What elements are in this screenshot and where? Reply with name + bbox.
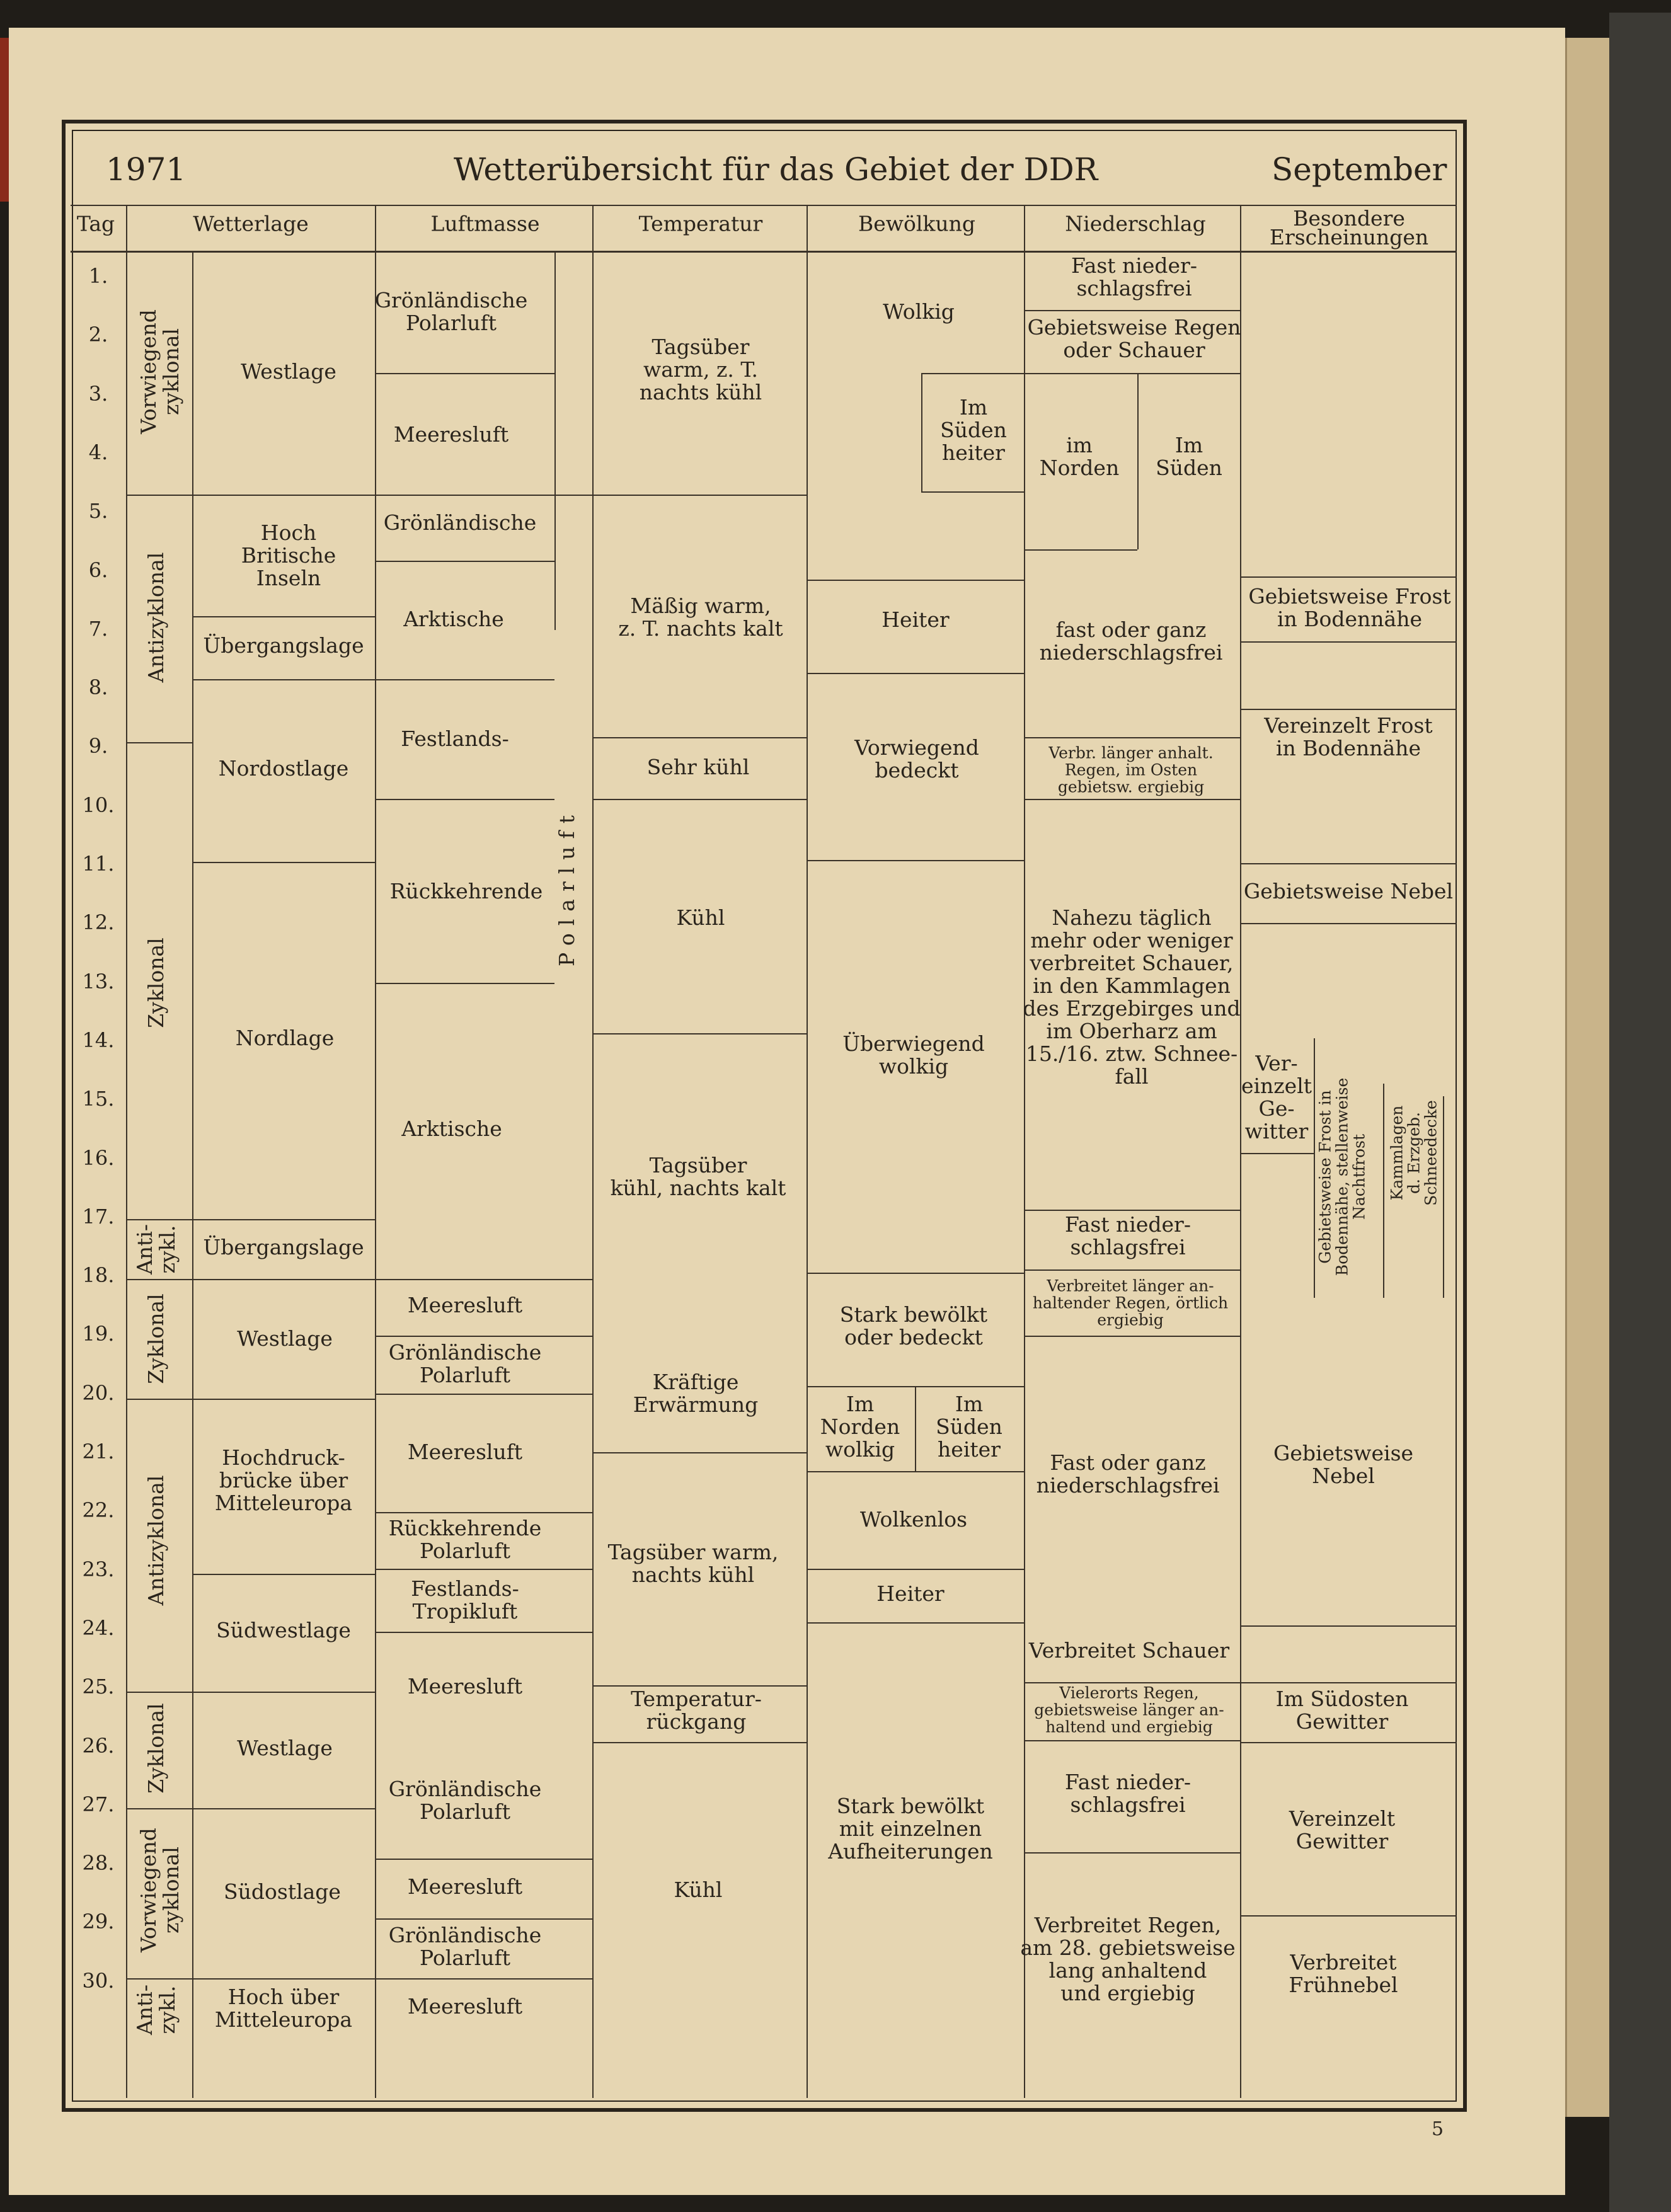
col-header-temperatur: Temperatur — [638, 211, 763, 236]
besondere-cell: Vereinzelt Gewitter — [1289, 1806, 1396, 1854]
wetterlage-type: Vorwiegend zyklonal — [136, 309, 183, 434]
temperatur-cell: Tagsüber warm, z. T. nachts kühl — [639, 335, 762, 404]
wetterlage-name: Westlage — [237, 1326, 333, 1351]
page-edge-mark — [0, 38, 9, 202]
day-number: 24. — [82, 1615, 115, 1640]
bewoelkung-cell: Überwiegend wolkig — [842, 1031, 985, 1079]
wetterlage-name: Westlage — [241, 359, 336, 384]
wetterlage-name: Hoch über Mitteleuropa — [214, 1985, 353, 2032]
luftmasse-cell: Grönländische Polarluft — [374, 288, 528, 335]
col-header-bewoelkung: Bewölkung — [858, 211, 976, 236]
temperatur-cell: Kühl — [674, 1877, 723, 1902]
day-number: 8. — [88, 675, 108, 700]
luftmasse-cell: Meeresluft — [393, 422, 509, 447]
wetterlage-type: Vorwiegend zyklonal — [136, 1828, 183, 1952]
col-header-luftmasse: Luftmasse — [430, 211, 540, 236]
besondere-cell: Gebietsweise Frost in Bodennähe — [1248, 584, 1451, 631]
day-number: 19. — [82, 1322, 115, 1346]
day-number: 5. — [88, 499, 108, 524]
wetterlage-type: Antizyklonal — [144, 552, 168, 683]
day-number: 13. — [82, 969, 115, 994]
day-number: 29. — [82, 1910, 115, 1934]
day-number: 21. — [82, 1440, 115, 1464]
temperatur-cell: Sehr kühl — [646, 755, 750, 779]
col-header-besondere: Besondere Erscheinungen — [1269, 206, 1429, 249]
besondere-cell: Gebietsweise Nebel — [1243, 879, 1454, 903]
niederschlag-cell: Verbr. länger anhalt. Regen, im Osten gebietsw. ergiebig — [1048, 743, 1214, 796]
bewoelkung-cell: Stark bewölkt oder bedeckt — [839, 1302, 988, 1350]
niederschlag-cell: Fast oder ganz niederschlagsfrei — [1036, 1450, 1220, 1498]
luftmasse-polarluft: Polarluft — [554, 807, 579, 967]
wetterlage-name: Übergangslage — [203, 633, 364, 658]
temperatur-cell: Tagsüber kühl, nachts kalt — [610, 1153, 786, 1200]
niederschlag-cell: Fast nieder- schlagsfrei — [1065, 1212, 1191, 1259]
niederschlag-cell: Gebietsweise Regen oder Schauer — [1027, 315, 1241, 362]
niederschlag-cell: Verbreitet Regen, am 28. gebietsweise lang anhaltend und ergiebig — [1020, 1913, 1236, 2005]
day-number: 15. — [82, 1087, 115, 1111]
day-number: 22. — [82, 1498, 115, 1523]
niederschlag-cell: Vielerorts Regen, gebietsweise länger an- haltend und ergiebig — [1034, 1683, 1224, 1736]
wetterlage-type: Zyklonal — [144, 937, 168, 1028]
besondere-cell: Kammlagen d. Erzgeb. Schneedecke — [1387, 1100, 1440, 1206]
luftmasse-cell: Arktische — [403, 607, 504, 631]
luftmasse-cell: Festlands- — [401, 726, 509, 751]
bewoelkung-cell: Im Süden heiter — [936, 1392, 1002, 1462]
col-header-wetterlage: Wetterlage — [193, 211, 309, 236]
day-number: 10. — [82, 793, 115, 817]
wetterlage-name: Übergangslage — [203, 1235, 364, 1259]
niederschlag-cell: Verbreitet Schauer — [1028, 1638, 1230, 1663]
wetterlage-type: Antizyklonal — [144, 1475, 168, 1606]
day-number: 14. — [82, 1028, 115, 1052]
besondere-cell: Ver- einzelt Ge- witter — [1241, 1051, 1312, 1143]
wetterlage-name: Südostlage — [224, 1879, 341, 1904]
day-number: 11. — [82, 852, 115, 876]
bewoelkung-cell: Heiter — [876, 1581, 945, 1606]
bewoelkung-cell: Im Norden wolkig — [820, 1392, 900, 1462]
besondere-cell: Vereinzelt Frost in Bodennähe — [1264, 713, 1433, 760]
day-number: 26. — [82, 1733, 115, 1758]
temperatur-cell: Kräftige Erwärmung — [633, 1370, 759, 1417]
page-number: 5 — [1432, 2118, 1444, 2140]
wetterlage-name: Hochdruck- brücke über Mitteleuropa — [214, 1445, 353, 1515]
wetterlage-name: Westlage — [237, 1736, 333, 1760]
luftmasse-cell: Festlands- Tropikluft — [411, 1576, 519, 1624]
day-number: 12. — [82, 910, 115, 935]
luftmasse-cell: Meeresluft — [407, 1440, 523, 1464]
month-heading: September — [1272, 151, 1447, 188]
bewoelkung-cell: Stark bewölkt mit einzelnen Aufheiterungen — [828, 1794, 993, 1864]
niederschlag-cell: Verbreitet länger an- haltender Regen, örtlich ergiebig — [1032, 1276, 1229, 1329]
bewoelkung-cell: Wolkenlos — [859, 1507, 968, 1532]
niederschlag-cell: Fast nieder- schlagsfrei — [1065, 1770, 1191, 1817]
book-spine — [1565, 38, 1611, 2117]
day-number: 3. — [88, 381, 108, 406]
luftmasse-cell: Meeresluft — [407, 1293, 523, 1317]
day-number: 16. — [82, 1145, 115, 1170]
day-number: 18. — [82, 1263, 115, 1288]
day-number: 6. — [88, 558, 108, 582]
day-number: 4. — [88, 440, 108, 464]
day-number: 7. — [88, 616, 108, 641]
temperatur-cell: Temperatur- rückgang — [631, 1687, 762, 1734]
luftmasse-cell: Meeresluft — [407, 1994, 523, 2019]
luftmasse-cell: Rückkehrende — [389, 879, 543, 903]
day-number: 30. — [82, 1968, 115, 1993]
besondere-cell: Verbreitet Frühnebel — [1289, 1950, 1398, 1997]
besondere-cell: Gebietsweise Frost in Bodennähe, stellenweise Nachtfrost — [1316, 1077, 1369, 1276]
day-number: 25. — [82, 1675, 115, 1699]
wetterlage-name: Südwestlage — [216, 1618, 351, 1642]
day-number: 23. — [82, 1557, 115, 1581]
year-heading: 1971 — [106, 151, 187, 188]
col-header-niederschlag: Niederschlag — [1065, 211, 1206, 236]
temperatur-cell: Kühl — [676, 905, 725, 930]
binding-edge — [1609, 13, 1671, 2212]
luftmasse-cell: Grönländische Polarluft — [388, 1340, 542, 1387]
day-number: 1. — [88, 264, 108, 288]
day-number: 17. — [82, 1204, 115, 1229]
luftmasse-cell: Meeresluft — [407, 1874, 523, 1899]
day-number: 9. — [88, 734, 108, 759]
bewoelkung-cell: Vorwiegend bedeckt — [854, 735, 979, 782]
wetterlage-name: Nordostlage — [218, 756, 349, 781]
niederschlag-cell: Im Süden — [1156, 433, 1222, 480]
besondere-cell: Im Südosten Gewitter — [1275, 1687, 1409, 1734]
wetterlage-name: Nordlage — [235, 1026, 335, 1050]
temperatur-cell: Tagsüber warm, nachts kühl — [607, 1540, 779, 1587]
niederschlag-cell: Fast nieder- schlagsfrei — [1071, 253, 1197, 301]
luftmasse-cell: Rückkehrende Polarluft — [388, 1516, 542, 1563]
luftmasse-cell: Grönländische — [383, 510, 537, 535]
wetterlage-type: Anti- zykl. — [132, 1984, 180, 2036]
wetterlage-type: Zyklonal — [144, 1703, 168, 1794]
luftmasse-cell: Grönländische Polarluft — [388, 1777, 542, 1824]
luftmasse-cell: Arktische — [401, 1116, 502, 1141]
luftmasse-cell: Grönländische Polarluft — [388, 1923, 542, 1970]
bewoelkung-cell: Heiter — [881, 607, 950, 632]
day-number: 28. — [82, 1851, 115, 1876]
day-number: 27. — [82, 1792, 115, 1816]
col-header-tag: Tag — [76, 211, 115, 236]
temperatur-cell: Mäßig warm, z. T. nachts kalt — [618, 593, 783, 641]
niederschlag-cell: Nahezu täglich mehr oder weniger verbreitet Schauer, in den Kammlagen des Erzgebirges und im Oberharz am 15./16. ztw. Schnee- fall — [1023, 905, 1241, 1089]
wetterlage-name: Hoch Britische Inseln — [241, 520, 336, 590]
day-number: 20. — [82, 1380, 115, 1405]
besondere-cell: Gebietsweise Nebel — [1273, 1441, 1414, 1488]
niederschlag-cell: fast oder ganz niederschlagsfrei — [1039, 617, 1223, 665]
day-number: 2. — [88, 323, 108, 347]
luftmasse-cell: Meeresluft — [407, 1674, 523, 1699]
wetterlage-type: Anti- zykl. — [132, 1223, 180, 1275]
page-title: Wetterübersicht für das Gebiet der DDR — [454, 151, 1098, 188]
wetterlage-type: Zyklonal — [144, 1293, 168, 1384]
bewoelkung-cell: Im Süden heiter — [940, 395, 1007, 465]
bewoelkung-cell: Wolkig — [883, 299, 955, 324]
niederschlag-cell: im Norden — [1039, 433, 1120, 480]
